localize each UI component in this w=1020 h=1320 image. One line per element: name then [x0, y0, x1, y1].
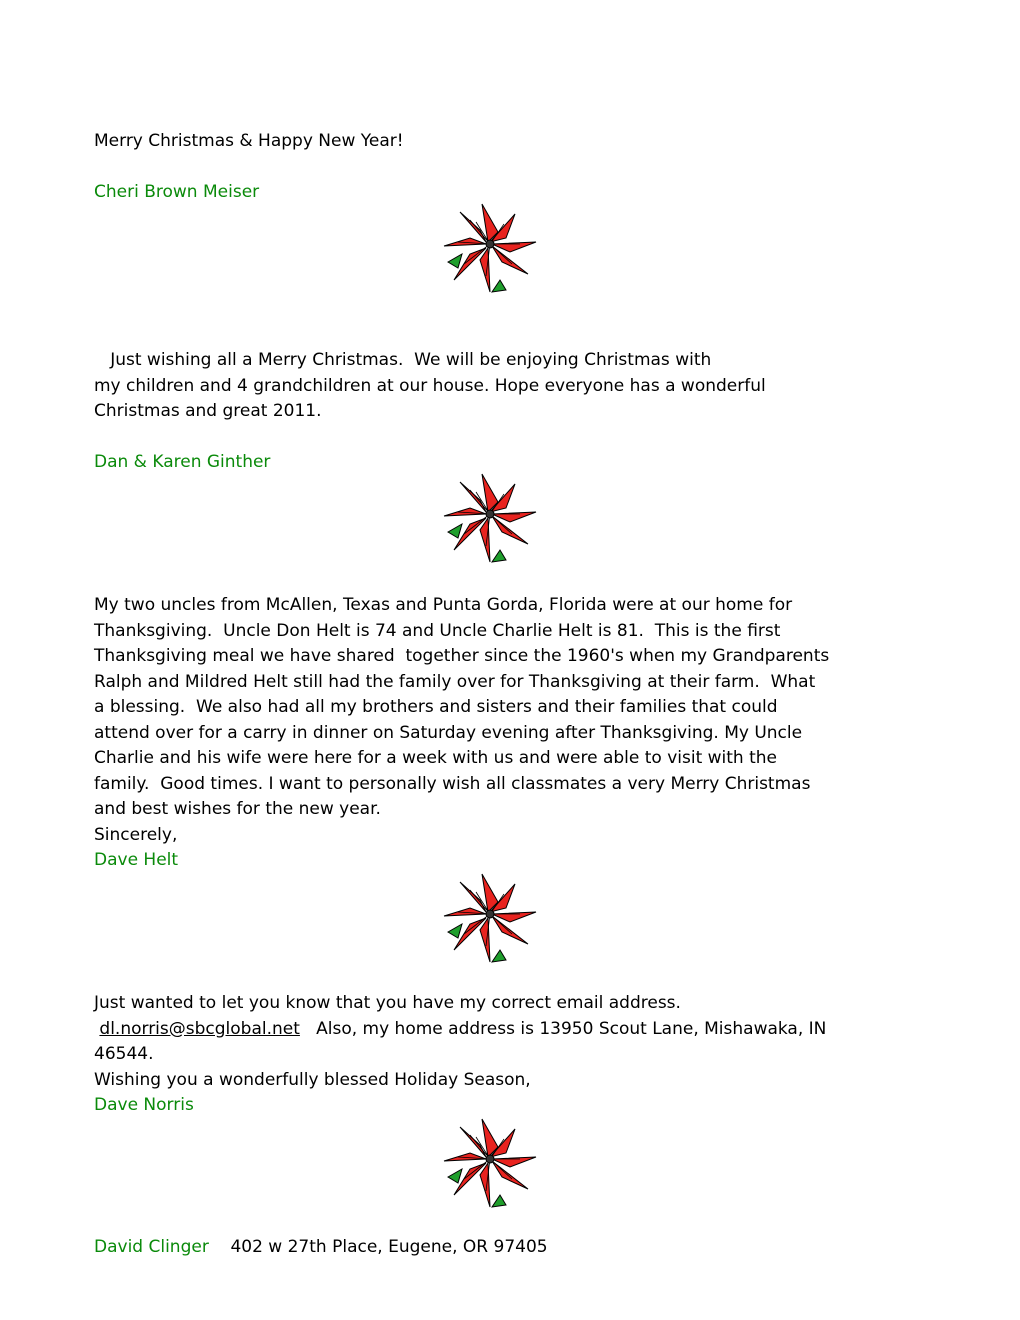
message-ginther [94, 348, 894, 425]
zip-line: 46544. [94, 1044, 154, 1064]
message-line: Christmas and great 2011. [94, 401, 322, 421]
message-line: attend over for a carry in dinner on Saturday evening after Thanksgiving. My Uncle [94, 722, 803, 743]
message-line: a blessing. We also had all my brothers and sisters and their families that could [94, 697, 778, 717]
message-line: and best wishes for the new year. [94, 799, 381, 819]
message-line: Thanksgiving meal we have shared together since the 1960's when my Grandparents [94, 646, 830, 666]
poinsettia-icon [440, 872, 540, 967]
message-line: My two uncles from McAllen, Texas and Punta Gorda, Florida were at our home for [94, 595, 793, 615]
signature-david-clinger: David Clinger [94, 1237, 209, 1257]
clinger-line [94, 1235, 548, 1260]
email-link[interactable]: dl.norris@sbcglobal.net [99, 1018, 300, 1039]
clinger-address: 402 w 27th Place, Eugene, OR 97405 [230, 1237, 548, 1257]
closing-text: Sincerely, [94, 824, 178, 845]
message-line: my children and 4 grandchildren at our house. Hope everyone has a wonderful [94, 375, 766, 396]
message-line: Just wishing all a Merry Christmas. We will be enjoying Christmas with [94, 350, 712, 370]
message-line: Thanksgiving. Uncle Don Helt is 74 and Uncle Charlie Helt is 81. This is the first [94, 620, 781, 641]
message-line: Charlie and his wife were here for a week with us and were able to visit with the [94, 748, 778, 768]
message-line: family. Good times. I want to personally wish all classmates a very Merry Christmas [94, 773, 811, 794]
signature-dan-karen-ginther: Dan & Karen Ginther [94, 452, 271, 472]
message-norris [94, 991, 894, 1119]
signature-dave-norris: Dave Norris [94, 1095, 194, 1115]
poinsettia-icon [440, 1117, 540, 1212]
poinsettia-icon [440, 202, 540, 297]
poinsettia-icon [440, 472, 540, 567]
signature-dave-helt: Dave Helt [94, 850, 179, 870]
address-text: Also, my home address is 13950 Scout Lane, Mishawaka, IN [299, 1018, 827, 1039]
message-helt [94, 593, 894, 874]
email-address-line [94, 1017, 894, 1043]
greeting-text: Merry Christmas & Happy New Year! [94, 131, 404, 151]
closing-text: Wishing you a wonderfully blessed Holiday Season, [94, 1069, 531, 1090]
message-line: Ralph and Mildred Helt still had the family over for Thanksgiving at their farm. What [94, 671, 816, 692]
message-line: Just wanted to let you know that you have my correct email address. [94, 993, 681, 1013]
signature-cheri-brown-meiser: Cheri Brown Meiser [94, 182, 260, 202]
